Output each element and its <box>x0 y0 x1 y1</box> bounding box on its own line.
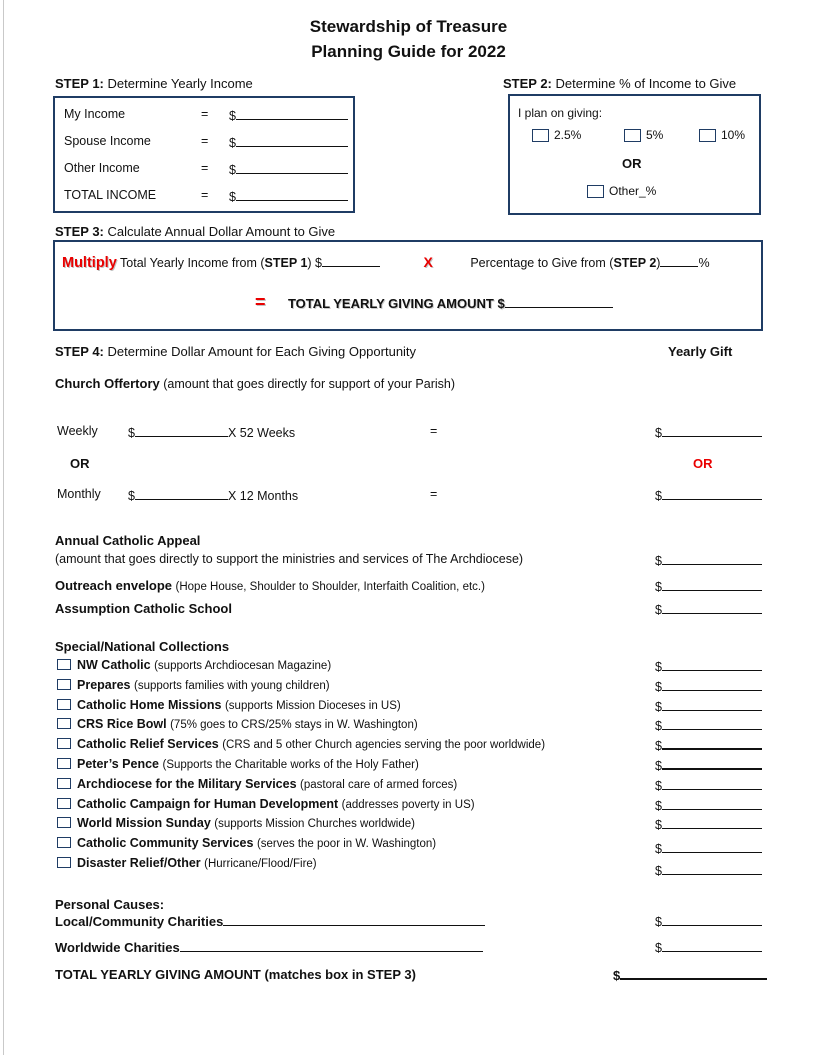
equals-sign: = <box>201 161 209 175</box>
collection-gift-blank[interactable] <box>662 840 762 853</box>
collection-name: Peter’s Pence <box>77 757 159 771</box>
dollar-sign: $ <box>655 680 662 694</box>
collection-desc: (pastoral care of armed forces) <box>300 779 458 791</box>
grand-total-blank[interactable] <box>620 967 767 980</box>
option-label: 5% <box>646 128 664 142</box>
dollar-sign: $ <box>655 489 662 503</box>
church-offertory-label: Church Offertory <box>55 376 160 391</box>
dollar-sign: $ <box>655 915 662 929</box>
dollar-sign: $ <box>655 941 662 955</box>
income-from-text <box>120 256 322 270</box>
giving-option-5 <box>624 128 663 142</box>
step2-percentage-box <box>508 94 761 215</box>
worldwide-charities-gift-blank[interactable] <box>662 939 762 952</box>
collection-gift-blank[interactable] <box>662 658 762 671</box>
outreach-gift-blank[interactable] <box>662 578 762 591</box>
step3-label: STEP 3: <box>55 224 104 239</box>
step1-heading-text: Determine Yearly Income <box>107 76 253 91</box>
dollar-sign: $ <box>229 136 236 150</box>
weekly-gift-blank[interactable] <box>662 424 762 437</box>
monthly-label: Monthly <box>57 487 101 501</box>
dollar-sign: $ <box>613 968 621 983</box>
checkbox-relief-services[interactable] <box>57 738 71 749</box>
collection-row-disaster-relief <box>57 856 762 878</box>
weekly-label: Weekly <box>57 424 98 438</box>
collection-gift-blank[interactable] <box>662 797 762 810</box>
checkbox-home-missions[interactable] <box>57 699 71 710</box>
checkbox-military-services[interactable] <box>57 778 71 789</box>
dollar-sign: $ <box>655 426 662 440</box>
local-charities-blank[interactable] <box>223 913 485 926</box>
giving-option-2.5 <box>532 128 581 142</box>
dollar-sign: $ <box>229 163 236 177</box>
church-offertory-desc: (amount that goes directly for support of your Parish) <box>163 377 456 391</box>
equals-sign: = <box>201 188 209 202</box>
checkbox-prepares[interactable] <box>57 679 71 690</box>
checkbox-2.5pct[interactable] <box>532 129 549 142</box>
local-charities-row <box>0 913 817 931</box>
multiply-line <box>62 254 760 271</box>
income-label: My Income <box>64 107 126 121</box>
dollar-sign: $ <box>655 554 662 568</box>
checkbox-peters-pence[interactable] <box>57 758 71 769</box>
total-giving-row <box>0 967 817 985</box>
collection-gift-blank[interactable] <box>662 816 762 829</box>
income-label: TOTAL INCOME <box>64 188 157 202</box>
collection-name: Catholic Relief Services <box>77 737 219 751</box>
collection-desc: (supports Mission Churches worldwide) <box>214 818 415 830</box>
dollar-sign: $ <box>128 426 135 440</box>
collection-name: Disaster Relief/Other <box>77 856 201 870</box>
dollar-sign: $ <box>128 489 135 503</box>
collection-desc: (Hurricane/Flood/Fire) <box>204 858 317 870</box>
income-label: Spouse Income <box>64 134 151 148</box>
collection-name: World Mission Sunday <box>77 816 211 830</box>
income-suffix: ) $ <box>307 256 322 270</box>
collection-row-home-missions <box>57 698 762 714</box>
annual-appeal-desc: (amount that goes directly to support the ministries and services of The Archdiocese) <box>55 552 524 566</box>
weekly-amount-blank[interactable] <box>135 424 228 437</box>
step3-total-blank[interactable] <box>505 295 613 308</box>
income-label: Other Income <box>64 161 140 175</box>
yearly-gift-header: Yearly Gift <box>668 344 733 359</box>
or-left-label: OR <box>70 456 90 471</box>
step3-heading <box>55 224 335 239</box>
other-income-blank[interactable] <box>236 161 348 174</box>
collection-gift-blank[interactable] <box>662 717 762 730</box>
school-label: Assumption Catholic School <box>55 601 232 616</box>
total-giving-line <box>255 292 613 313</box>
school-gift-blank[interactable] <box>662 601 762 614</box>
collection-name: CRS Rice Bowl <box>77 717 167 731</box>
checkbox-10pct[interactable] <box>699 129 716 142</box>
multiply-x-symbol: X <box>423 254 433 270</box>
my-income-blank[interactable] <box>236 107 348 120</box>
step1-heading <box>55 76 253 91</box>
collection-desc: (Supports the Charitable works of the Holy Father) <box>162 759 419 771</box>
checkbox-disaster-relief[interactable] <box>57 857 71 868</box>
checkbox-community-services[interactable] <box>57 837 71 848</box>
dollar-sign: $ <box>655 700 662 714</box>
total-income-blank[interactable] <box>236 188 348 201</box>
pct-prefix: Percentage to Give from ( <box>470 256 614 270</box>
collection-row-peters-pence <box>57 757 762 773</box>
collection-row-human-development <box>57 797 762 813</box>
dollar-sign: $ <box>655 842 662 856</box>
giving-option-10 <box>699 128 745 142</box>
equals-sign: = <box>201 107 209 121</box>
outreach-label: Outreach envelope <box>55 578 173 593</box>
worldwide-charities-row <box>0 939 817 957</box>
collection-desc: (supports families with young children) <box>134 680 330 692</box>
collections-heading: Special/National Collections <box>55 639 230 654</box>
step4-heading-text: Determine Dollar Amount for Each Giving Opportunity <box>107 344 417 359</box>
collection-gift-blank[interactable] <box>662 777 762 790</box>
grand-total-label: TOTAL YEARLY GIVING AMOUNT (matches box in STEP 3) <box>55 967 416 982</box>
or-row <box>0 456 817 474</box>
income-row-spouse <box>64 134 349 152</box>
equals-sign: = <box>430 487 438 501</box>
dollar-sign: $ <box>229 109 236 123</box>
collection-name: Catholic Community Services <box>77 836 254 850</box>
income-prefix: Total Yearly Income from ( <box>120 256 265 270</box>
collection-gift-blank[interactable] <box>662 757 762 770</box>
income-row-other <box>64 161 349 179</box>
dollar-sign: $ <box>655 739 662 753</box>
plan-on-giving-label: I plan on giving: <box>518 106 603 120</box>
or-right-label: OR <box>693 456 713 471</box>
checkbox-nw-catholic[interactable] <box>57 659 71 670</box>
step4-label: STEP 4: <box>55 344 104 359</box>
pct-suffix: ) <box>656 256 661 270</box>
multiply-label: Multiply <box>62 255 117 271</box>
local-charities-gift-blank[interactable] <box>662 913 762 926</box>
personal-causes-heading: Personal Causes: <box>55 897 165 912</box>
outreach-desc: (Hope House, Shoulder to Shoulder, Interfaith Coalition, etc.) <box>175 581 485 593</box>
collection-name: Archdiocese for the Military Services <box>77 777 297 791</box>
checkbox-world-mission[interactable] <box>57 817 71 828</box>
step1-ref: STEP 1 <box>264 256 308 270</box>
dollar-sign: $ <box>655 799 662 813</box>
worldwide-charities-label: Worldwide Charities <box>55 940 180 955</box>
annual-appeal-desc-row <box>0 552 817 570</box>
page-title-line1: Stewardship of Treasure <box>309 17 508 36</box>
collection-desc: (supports Archdiocesan Magazine) <box>154 660 332 672</box>
collection-desc: (CRS and 5 other Church agencies serving the poor worldwide) <box>222 739 546 751</box>
option-label: 10% <box>721 128 746 142</box>
outreach-row <box>0 578 817 596</box>
equals-red-symbol: = <box>255 292 266 312</box>
collection-desc: (addresses poverty in US) <box>341 799 475 811</box>
step1-income-box <box>53 96 355 213</box>
other-option-label: Other_% <box>609 184 657 198</box>
or-label: OR <box>622 156 642 171</box>
checkbox-5pct[interactable] <box>624 129 641 142</box>
total-giving-label: TOTAL YEARLY GIVING AMOUNT $ <box>287 296 505 311</box>
collection-gift-blank[interactable] <box>662 698 762 711</box>
dollar-sign: $ <box>655 779 662 793</box>
checkbox-other-pct[interactable] <box>587 185 604 198</box>
dollar-sign: $ <box>655 759 662 773</box>
option-label: 2.5% <box>554 128 582 142</box>
collection-row-world-mission <box>57 816 762 832</box>
local-charities-label: Local/Community Charities <box>55 914 224 929</box>
dollar-sign: $ <box>655 603 662 617</box>
weekly-row <box>0 424 817 442</box>
school-row <box>0 601 817 619</box>
step2-ref: STEP 2 <box>613 256 657 270</box>
step2-heading <box>503 76 736 91</box>
page-title-line2: Planning Guide for 2022 <box>311 42 506 61</box>
collection-row-prepares <box>57 678 762 694</box>
collection-name: NW Catholic <box>77 658 151 672</box>
dollar-sign: $ <box>655 580 662 594</box>
church-offertory-line <box>55 376 455 391</box>
giving-option-other <box>587 184 656 198</box>
dollar-sign: $ <box>655 719 662 733</box>
dollar-sign: $ <box>229 190 236 204</box>
income-row-total <box>64 188 349 206</box>
step3-calculation-box <box>53 240 763 331</box>
monthly-gift-blank[interactable] <box>662 487 762 500</box>
worldwide-charities-blank[interactable] <box>180 939 483 952</box>
step1-label: STEP 1: <box>55 76 104 91</box>
percentage-text <box>470 256 660 270</box>
dollar-sign: $ <box>655 818 662 832</box>
page-left-rule <box>3 0 4 1055</box>
dollar-sign: $ <box>655 660 662 674</box>
collection-desc: (serves the poor in W. Washington) <box>256 838 437 850</box>
collection-desc: (supports Mission Dioceses in US) <box>224 700 401 712</box>
step4-heading <box>55 344 416 359</box>
collection-row-community-services <box>57 836 762 856</box>
collection-gift-blank[interactable] <box>662 678 762 691</box>
step2-heading-text: Determine % of Income to Give <box>555 76 737 91</box>
collection-name: Catholic Campaign for Human Development <box>77 797 339 811</box>
step3-heading-text: Calculate Annual Dollar Amount to Give <box>107 224 336 239</box>
step3-income-blank[interactable] <box>322 254 380 267</box>
collection-name: Prepares <box>77 678 131 692</box>
step3-percent-blank[interactable] <box>660 254 698 267</box>
monthly-amount-blank[interactable] <box>135 487 228 500</box>
spouse-income-blank[interactable] <box>236 134 348 147</box>
collection-name: Catholic Home Missions <box>77 698 222 712</box>
weekly-times-label: X 52 Weeks <box>227 426 296 440</box>
step2-label: STEP 2: <box>503 76 552 91</box>
percent-sign: % <box>698 256 710 270</box>
collection-row-military-services <box>57 777 762 793</box>
page-title <box>0 14 817 64</box>
dollar-sign: $ <box>655 864 662 878</box>
checkbox-human-development[interactable] <box>57 798 71 809</box>
checkbox-rice-bowl[interactable] <box>57 718 71 729</box>
collection-gift-blank[interactable] <box>662 737 762 750</box>
monthly-times-label: X 12 Months <box>227 489 299 503</box>
collection-row-nw-catholic <box>57 658 762 674</box>
collection-row-rice-bowl <box>57 717 762 733</box>
income-row-my <box>64 107 349 125</box>
annual-appeal-label: Annual Catholic Appeal <box>55 533 201 548</box>
equals-sign: = <box>201 134 209 148</box>
annual-appeal-gift-blank[interactable] <box>662 552 762 565</box>
equals-sign: = <box>430 424 438 438</box>
collection-desc: (75% goes to CRS/25% stays in W. Washington) <box>170 719 418 731</box>
collection-gift-blank[interactable] <box>662 862 762 875</box>
collection-row-relief-services <box>57 737 762 753</box>
monthly-row <box>0 487 817 505</box>
